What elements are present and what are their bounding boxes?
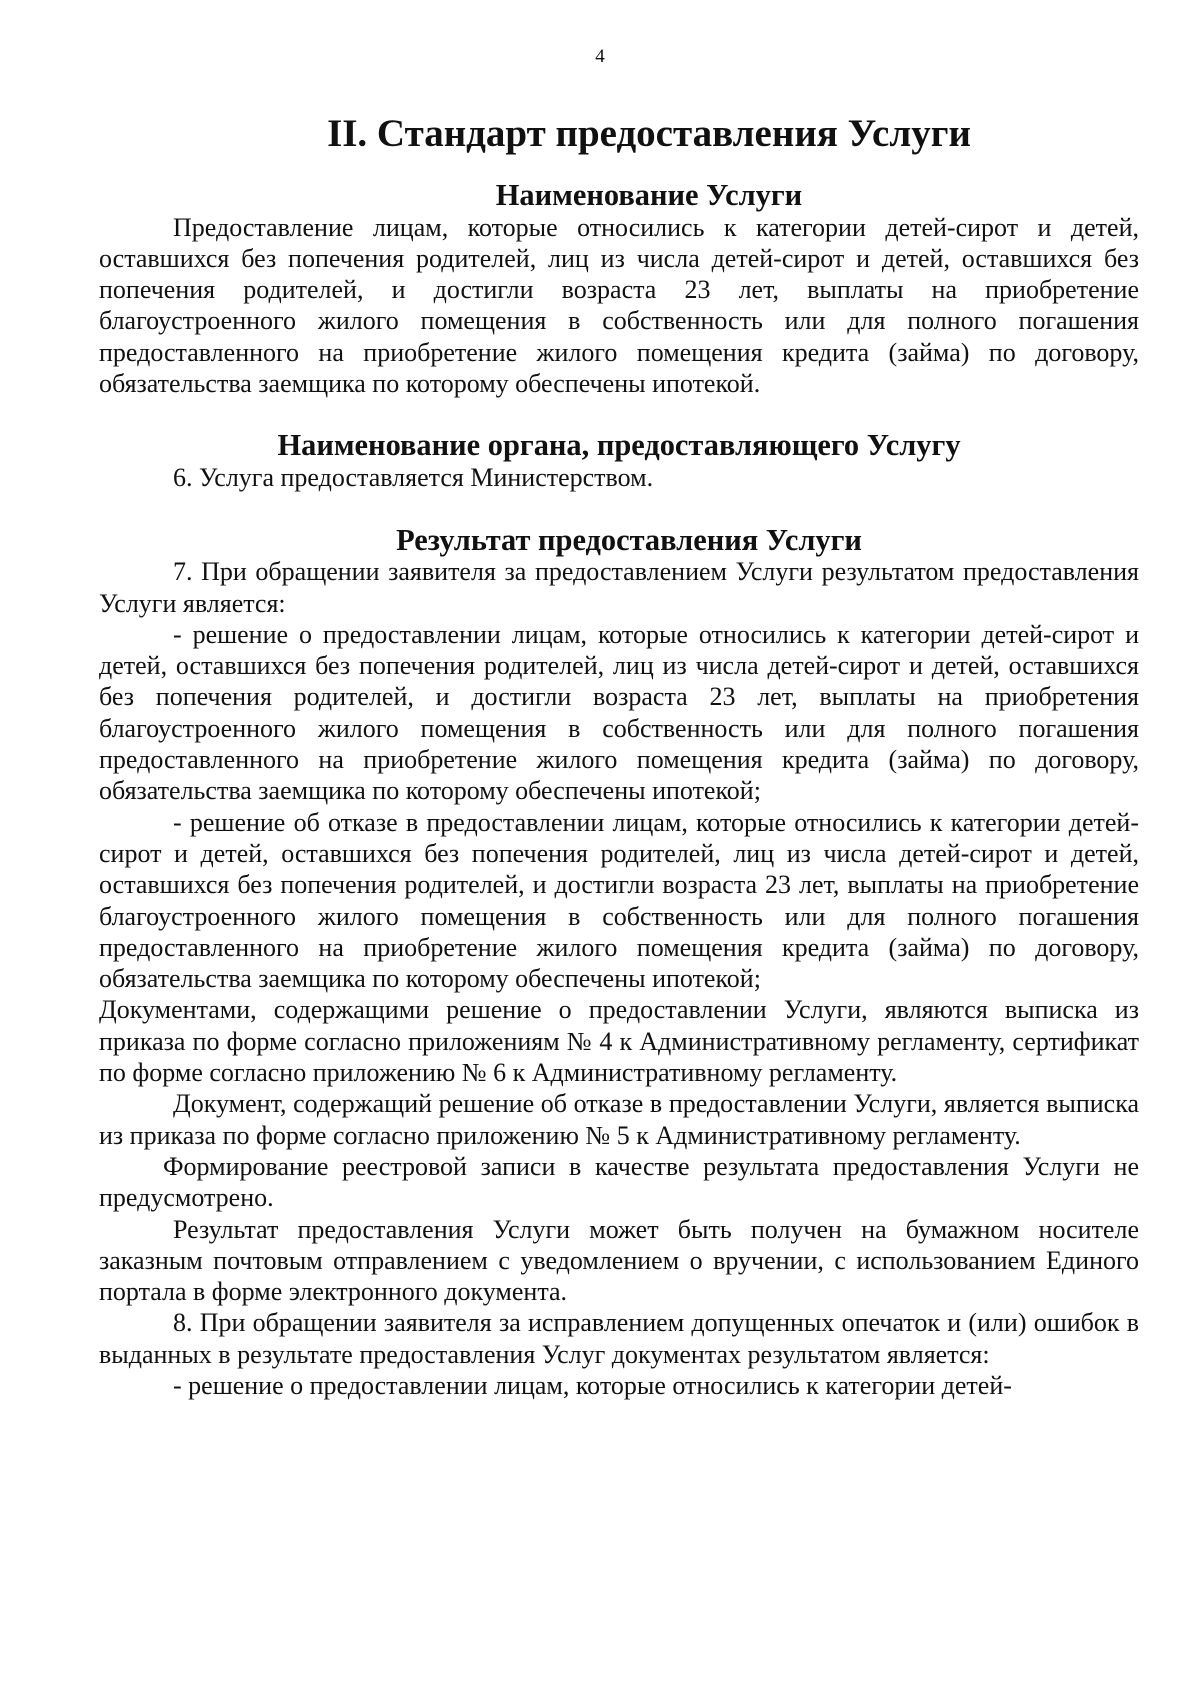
document-body [99, 112, 1139, 1401]
paragraph-7-item-refusal: - решение об отказе в предоставлении лицам, которые относились к категории детей-сирот и детей, оставшихся без попечения родителей, лиц из числа детей-сирот и детей, оставшихся без попечения родителей, и достигли возраста 23 лет, выплаты на приобретение благоустроенного жилого помещения в собственность или для полного погашения предоставленного на приобретение жилого помещения кредита (займа) по договору, обязательства заемщика по которому обеспечены ипотекой; [99, 807, 1139, 994]
page-number: 4 [595, 46, 605, 67]
paragraph-7-documents: Документами, содержащими решение о предоставлении Услуги, являются выписка из приказа по форме согласно приложениям № 4 к Административному регламенту, сертификат по форме согласно приложению № 6 к Административному регламенту. [99, 995, 1139, 1088]
result-heading: Результат предоставления Услуги [396, 522, 862, 557]
service-name-paragraph: Предоставление лицам, которые относились к категории детей-сирот и детей, оставшихся без попечения родителей, лиц из числа детей-сирот и детей, оставшихся без попечения родителей, и достигли возраста 23 лет, выплаты на приобретение благоустроенного жилого помещения в собственность или для полного погашения предоставленного на приобретение жилого помещения кредита (займа) по договору, обязательства заемщика по которому обеспечены ипотекой. [99, 212, 1139, 399]
section-heading: II. Стандарт предоставления Услуги [327, 112, 971, 155]
paragraph-8-intro: 8. При обращении заявителя за исправлением допущенных опечаток и (или) ошибок в выданных в результате предоставления Услуг документах результатом является: [99, 1308, 1139, 1369]
paragraph-6: 6. Услуга предоставляется Министерством. [173, 462, 654, 492]
service-name-heading: Наименование Услуги [495, 178, 803, 213]
paragraph-7-delivery: Результат предоставления Услуги может быть получен на бумажном носителе заказным почтовым отправлением с уведомлением о вручении, с использованием Единого портала в форме электронного документа. [99, 1214, 1139, 1307]
organ-name-heading: Наименование органа, предоставляющего Услугу [277, 428, 961, 463]
paragraph-7-registry: Формирование реестровой записи в качестве результата предоставления Услуги не предусмотрено. [99, 1151, 1139, 1213]
paragraph-8-item-grant: - решение о предоставлении лицам, которые относились к категории детей- [173, 1370, 1012, 1400]
paragraph-7-intro: 7. При обращении заявителя за предоставлением Услуги результатом предоставления Услуги является: [99, 557, 1139, 618]
paragraph-7-item-grant: - решение о предоставлении лицам, которые относились к категории детей-сирот и детей, оставшихся без попечения родителей, лиц из числа детей-сирот и детей, оставшихся без попечения родителей, и достигли возраста 23 лет, выплаты на приобретения благоустроенного жилого помещения в собственность или для полного погашения предоставленного на приобретение жилого помещения кредита (займа) по договору, обязательства заемщика по которому обеспечены ипотекой; [99, 619, 1139, 806]
paragraph-7-refusal-document: Документ, содержащий решение об отказе в предоставлении Услуги, является выписка из приказа по форме согласно приложению № 5 к Административному регламенту. [99, 1089, 1139, 1150]
